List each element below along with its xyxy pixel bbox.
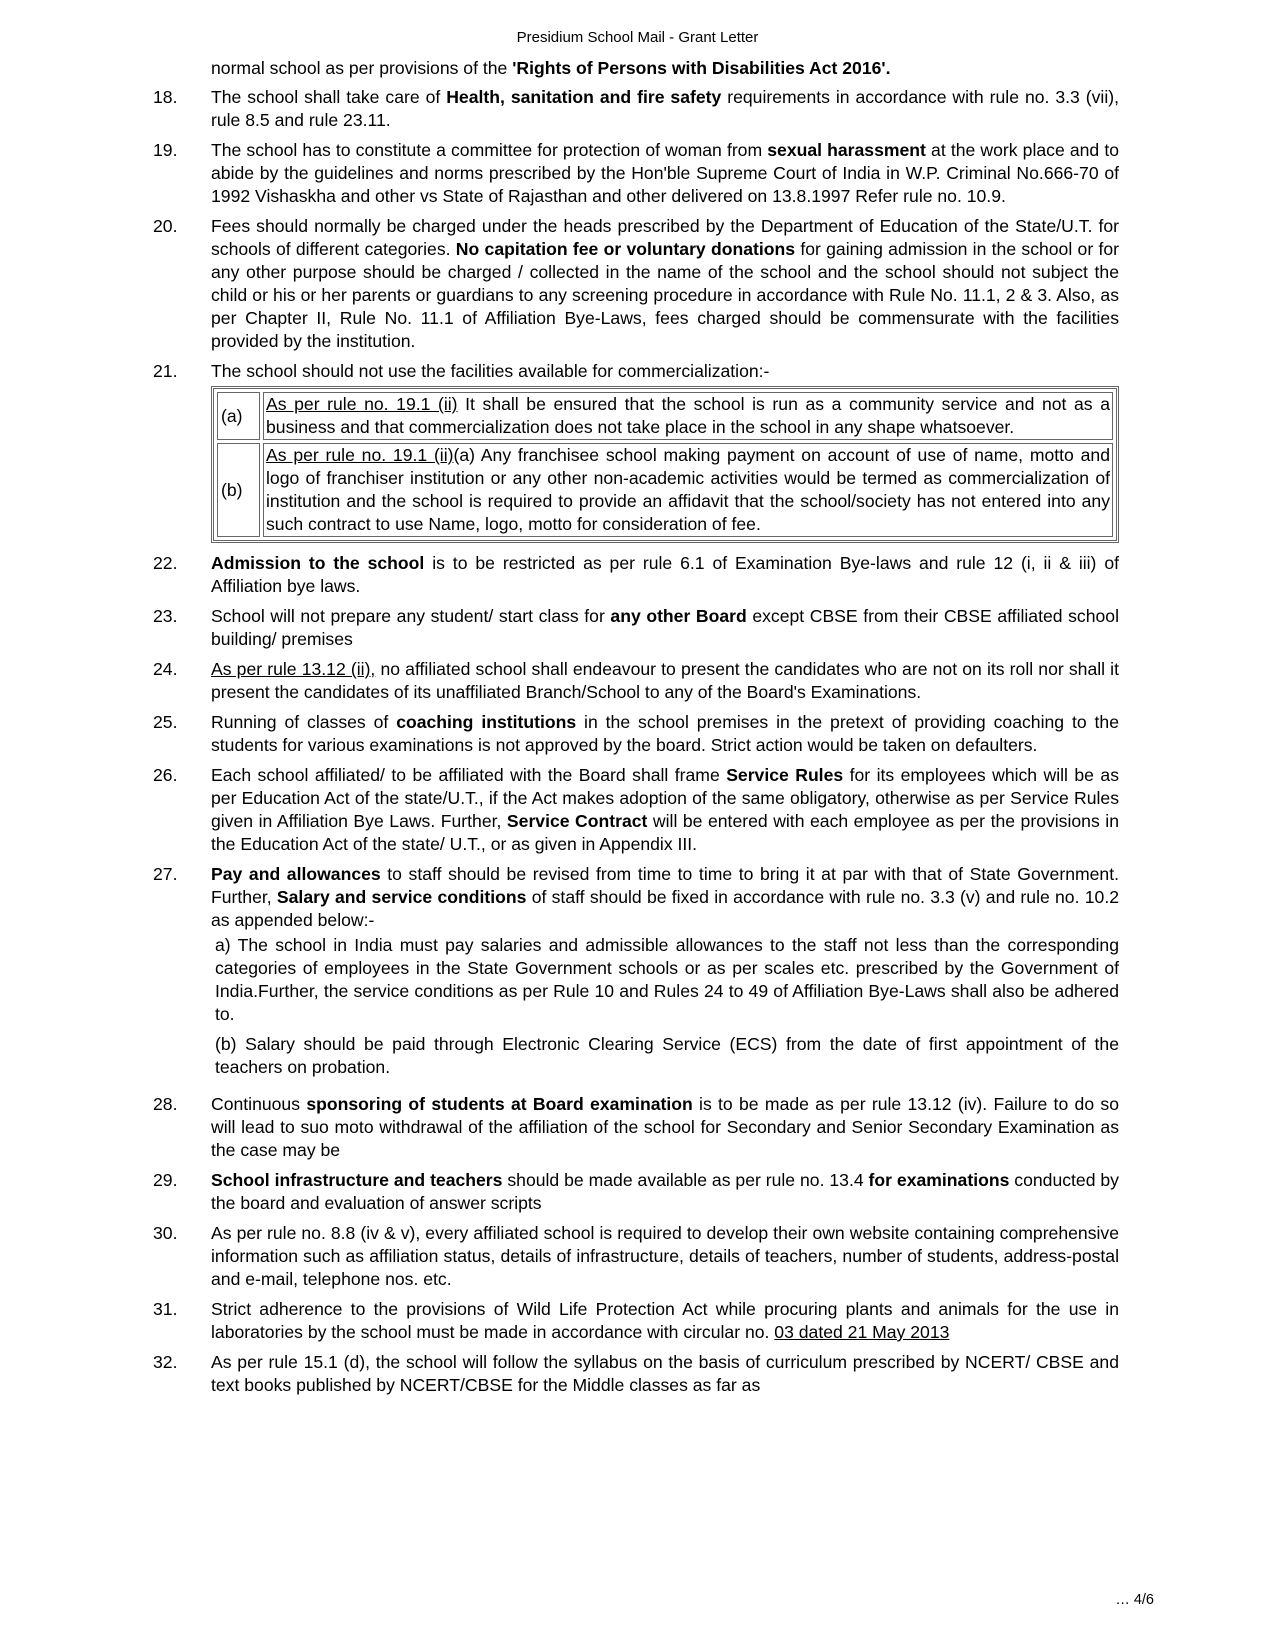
table-row <box>217 392 1113 440</box>
row-text: As per rule no. 19.1 (ii)(a) Any franchisee school making payment on account of use of name, motto and logo of franchiser institution or any other non-academic activities would be termed as commercialization of institution and the school is required to provide an affidavit that the school/society has not entered into any such contract to use Name, logo, motto for consideration of fee. <box>263 443 1113 537</box>
clause-21 <box>153 360 1119 383</box>
clause-number: 22. <box>153 553 178 573</box>
row-text: As per rule no. 19.1 (ii) It shall be ensured that the school is run as a community service and not as a business and that commercialization does not take place in the school in any shape whatsoever. <box>263 392 1113 440</box>
clause-text: As per rule 13.12 (ii), no affiliated school shall endeavour to present the candidates who are not on its roll nor shall it present the candidates of its unaffiliated Branch/School to any of the Board's Examinations. <box>211 659 1119 702</box>
clause-text: Continuous sponsoring of students at Board examination is to be made as per rule 13.12 (iv). Failure to do so will lead to suo moto withdrawal of the affiliation of the school for Secondary and Senior Secondary Examination as the case may be <box>211 1094 1119 1160</box>
clause-text: The school shall take care of Health, sanitation and fire safety requirements in accordance with rule no. 3.3 (vii), rule 8.5 and rule 23.11. <box>211 87 1119 130</box>
row-label: (b) <box>217 443 260 537</box>
lead-text: normal school as per provisions of the <box>211 58 513 78</box>
continued-paragraph <box>153 57 1119 80</box>
clause-28 <box>153 1093 1119 1162</box>
clause-number: 25. <box>153 712 178 732</box>
clause-number: 19. <box>153 140 178 160</box>
clause-23 <box>153 605 1119 651</box>
clause-30 <box>153 1222 1119 1291</box>
clause-text: Running of classes of coaching institutions in the school premises in the pretext of providing coaching to the students for various examinations is not approved by the board. Strict action would be taken on defaulters. <box>211 712 1119 755</box>
clause-26 <box>153 764 1119 856</box>
clause-number: 32. <box>153 1352 178 1372</box>
document-body <box>153 57 1119 1404</box>
clause-19 <box>153 139 1119 208</box>
clause-text: The school should not use the facilities available for commercialization:- <box>211 361 770 381</box>
clause-text: School infrastructure and teachers should be made available as per rule no. 13.4 for examinations conducted by the board and evaluation of answer scripts <box>211 1170 1119 1213</box>
clause-number: 18. <box>153 87 178 107</box>
clause-number: 24. <box>153 659 178 679</box>
clause-text: Each school affiliated/ to be affiliated with the Board shall frame Service Rules for its employees which will be as per Education Act of the state/U.T., if the Act makes adoption of the same obligatory, otherwise as per Service Rules given in Affiliation Bye Laws. Further, Service Contract will be entered with each employee as per the provisions in the Education Act of the state/ U.T., or as given in Appendix III. <box>211 765 1119 854</box>
clause-text: School will not prepare any student/ start class for any other Board except CBSE from their CBSE affiliated school building/ premises <box>211 606 1119 649</box>
clause-20 <box>153 215 1119 353</box>
clause-number: 26. <box>153 765 178 785</box>
clause-number: 21. <box>153 361 178 381</box>
clause-number: 28. <box>153 1094 178 1114</box>
clause-32 <box>153 1351 1119 1397</box>
lead-bold-text: 'Rights of Persons with Disabilities Act 2016'. <box>512 58 891 78</box>
clause-22 <box>153 552 1119 598</box>
clause-24 <box>153 658 1119 704</box>
clause-number: 20. <box>153 216 178 236</box>
clause-text: Strict adherence to the provisions of Wild Life Protection Act while procuring plants and animals for the use in laboratories by the school must be made in accordance with circular no. 03 dated 21 May 2013 <box>211 1299 1119 1342</box>
commercialization-table <box>211 386 1119 543</box>
clause-text: As per rule 15.1 (d), the school will follow the syllabus on the basis of curriculum prescribed by NCERT/ CBSE and text books published by NCERT/CBSE for the Middle classes as far as <box>211 1352 1119 1395</box>
row-label: (a) <box>217 392 260 440</box>
clause-25 <box>153 711 1119 757</box>
clause-29 <box>153 1169 1119 1215</box>
clause-number: 27. <box>153 864 178 884</box>
clause-number: 29. <box>153 1170 178 1190</box>
clause-number: 23. <box>153 606 178 626</box>
clause-text: The school has to constitute a committee for protection of woman from sexual harassment at the work place and to abide by the guidelines and norms prescribed by the Hon'ble Supreme Court of India in W.P. Criminal No.666-70 of 1992 Vishaskha and other vs State of Rajasthan and other delivered on 13.8.1997 Refer rule no. 10.9. <box>211 140 1119 206</box>
page-header: Presidium School Mail - Grant Letter <box>516 29 759 46</box>
clause-text: Pay and allowances to staff should be revised from time to time to bring it at par with that of State Government. Further, Salary and service conditions of staff should be fixed in accordance with rule no. 3.3 (v) and rule no. 10.2 as appended below:- a) The school in India must pay salaries and admissible allowances to the staff not less than the corresponding categories of employees in the State Government schools or as per scales etc. prescribed by the Government of India.Further, the service conditions as per Rule 10 and Rules 24 to 49 of Affiliation Bye-Laws shall also be adhered to. (b) Salary should be paid through Electronic Clearing Service (ECS) from the date of first appointment of the teachers on probation. <box>211 864 1119 1077</box>
clause-18 <box>153 86 1119 132</box>
clause-31 <box>153 1298 1119 1344</box>
clause-text: As per rule no. 8.8 (iv & v), every affiliated school is required to develop their own website containing comprehensive information such as affiliation status, details of infrastructure, details of teachers, number of students, address-postal and e-mail, telephone nos. etc. <box>211 1223 1119 1289</box>
clause-27 <box>153 863 1119 1086</box>
subclause-a: a) The school in India must pay salaries and admissible allowances to the staff not less than the corresponding categories of employees in the State Government schools or as per scales etc. prescribed by the Government of India.Further, the service conditions as per Rule 10 and Rules 24 to 49 of Affiliation Bye-Laws shall also be adhered to. <box>215 935 1119 1024</box>
clause-number: 30. <box>153 1223 178 1243</box>
salary-subclauses <box>211 934 1119 1079</box>
clause-text: Fees should normally be charged under the heads prescribed by the Department of Education of the State/U.T. for schools of different categories. No capitation fee or voluntary donations for gaining admission in the school or for any other purpose should be charged / collected in the name of the school and the school should not subject the child or his or her parents or guardians to any screening procedure in accordance with Rule No. 11.1, 2 & 3. Also, as per Chapter II, Rule No. 11.1 of Affiliation Bye-Laws, fees charged should be commensurate with the facilities provided by the institution. <box>211 216 1119 351</box>
clause-text: Admission to the school is to be restricted as per rule 6.1 of Examination Bye-laws and rule 12 (i, ii & iii) of Affiliation bye laws. <box>211 553 1119 596</box>
clause-number: 31. <box>153 1299 178 1319</box>
circular-link: 03 dated 21 May 2013 <box>774 1322 950 1342</box>
table-row <box>217 443 1113 537</box>
page-number: … 4/6 <box>1115 1592 1154 1608</box>
subclause-b: (b) Salary should be paid through Electronic Clearing Service (ECS) from the date of first appointment of the teachers on probation. <box>215 1034 1119 1077</box>
